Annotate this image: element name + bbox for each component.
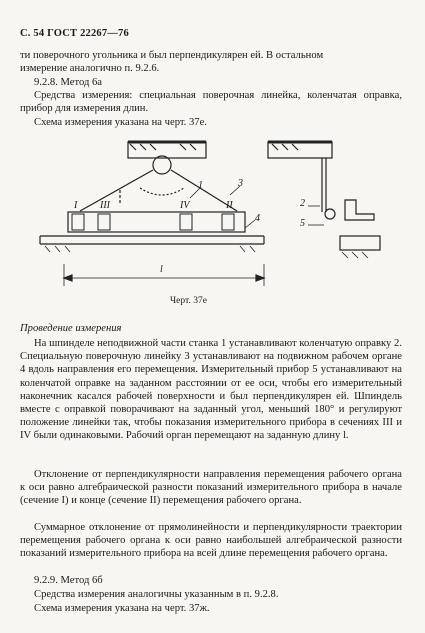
gauge-5 — [325, 209, 335, 219]
label-4: 4 — [255, 213, 260, 224]
procedure-paragraph-3: Суммарное отклонение от прямолинейности и перпендикулярности траектории перемещения рабочего органа к оси равно наибольшей алгебраической разности показаний измерительного прибора на всей длине перемещения рабочего органа. — [20, 522, 402, 560]
method-a-tools: Средства измерения: специальная поверочная линейка, коленчатая оправка, прибор для измерения длин. — [20, 90, 402, 115]
figure-caption: Черт. 37е — [170, 296, 207, 306]
procedure-title: Проведение измерения — [20, 323, 122, 334]
label-section-IV: IV — [180, 200, 190, 211]
ruler — [68, 212, 245, 232]
label-length-l: l — [160, 264, 163, 275]
label-section-II: II — [226, 200, 233, 211]
procedure-paragraph-2: Отклонение от перпендикулярности направления перемещения рабочего органа к оси равно алгебраической разности показаний измерительного прибора в начале (сечение I) и конце (сечение II) перемещения рабочего органа. — [20, 469, 402, 507]
label-section-I: I — [74, 200, 78, 211]
label-1: 1 — [198, 180, 203, 191]
method-a-scheme: Схема измерения указана на черт. 37е. — [34, 117, 207, 128]
method-b-tools: Средства измерения аналогичны указанным в п. 9.2.8. — [34, 589, 279, 600]
method-b-scheme: Схема измерения указана на черт. 37ж. — [34, 603, 210, 614]
label-5: 5 — [300, 218, 305, 229]
method-b-title: 9.2.9. Метод 6б — [34, 575, 103, 586]
page-header: С. 54 ГОСТ 22267—76 — [20, 28, 129, 39]
method-a-title: 9.2.8. Метод 6а — [34, 77, 102, 88]
label-3: 3 — [238, 178, 243, 189]
label-section-III: III — [100, 200, 110, 211]
intro-line-1: ти поверочного угольника и был перпендикулярен ей. В остальном — [20, 50, 324, 61]
arm-left — [80, 170, 153, 211]
spindle-circle — [153, 156, 171, 174]
label-2: 2 — [300, 198, 305, 209]
procedure-paragraph-1: На шпинделе неподвижной части станка 1 устанавливают коленчатую оправку 2. Специальную поверочную линейку 3 устанавливают на подвижном рабочем органе 4 вдоль направления его перемещения. Измерительный прибор 5 устанавливают на коленчатой оправке на заданном расстоянии от ее оси, чтобы его измерительный наконечник касался рабочей поверхности и был перпендикулярен ей. Шпиндель вместе с оправкой поворачивают на заданный угол, меньший 180° и регулируют положение линейки так, чтобы показания измерительного прибора в сечениях III и IV были одинаковыми. Рабочий орган перемещают на заданную длину l. — [20, 338, 402, 442]
intro-line-2: измерение аналогично п. 9.2.6. — [20, 63, 160, 74]
